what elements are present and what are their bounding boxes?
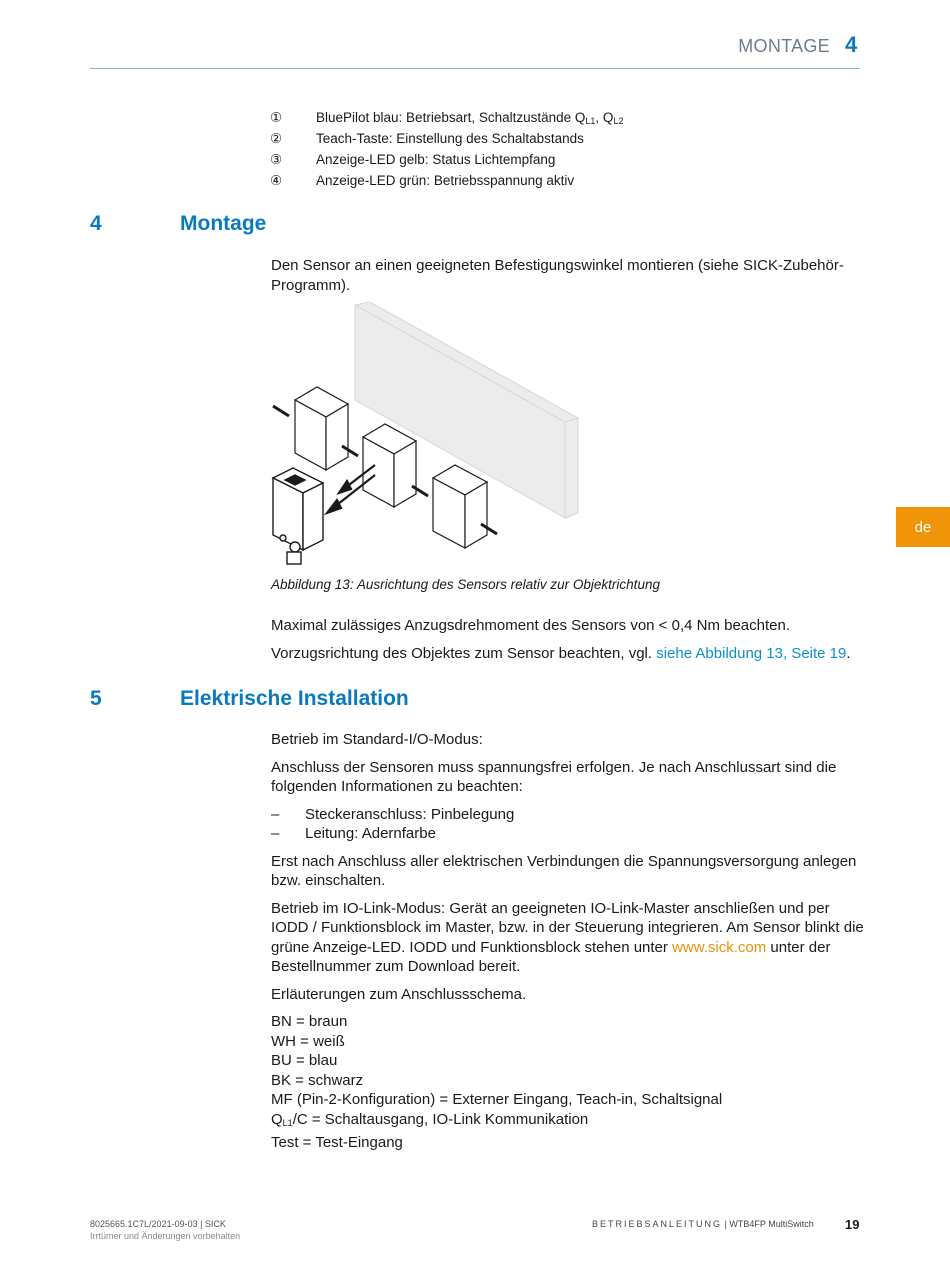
legend-text: Anzeige-LED grün: Betriebsspannung aktiv bbox=[316, 173, 575, 188]
object-position-box bbox=[295, 387, 348, 470]
legend-item bbox=[270, 128, 623, 149]
figure-caption: Abbildung 13: Ausrichtung des Sensors relativ zur Objektrichtung bbox=[271, 577, 660, 592]
section-4-intro: Den Sensor an einen geeigneten Befestigungswinkel montieren (siehe SICK-Zubehör-Programm). bbox=[271, 257, 844, 294]
header-divider bbox=[90, 68, 860, 69]
object-position-box bbox=[433, 465, 487, 548]
section-4-body bbox=[271, 616, 866, 671]
list-item: BK = schwarz bbox=[271, 1071, 364, 1089]
legend-item bbox=[270, 149, 623, 170]
section-4-number: 4 bbox=[90, 212, 102, 235]
document-number: 8025665.1C7L/2021-09-03 | SICK bbox=[90, 1219, 226, 1229]
connection-note: Anschluss der Sensoren muss spannungsfrei erfolgen. Je nach Anschlussart sind die folgenden Informationen zu beachten: bbox=[271, 758, 837, 795]
list-item: – Steckeranschluss: Pinbelegung bbox=[271, 805, 515, 823]
connection-list bbox=[271, 805, 866, 844]
legend-number: ② bbox=[270, 130, 283, 146]
legend-text: Teach-Taste: Einstellung des Schaltabstands bbox=[316, 131, 584, 146]
list-item: WH = weiß bbox=[271, 1032, 345, 1050]
legend-text: Anzeige-LED gelb: Status Lichtempfang bbox=[316, 152, 556, 167]
running-header-chapter: 4 bbox=[845, 32, 858, 57]
wiring-heading: Erläuterungen zum Anschlussschema. bbox=[271, 985, 527, 1003]
component-legend bbox=[270, 107, 623, 191]
disclaimer: Irrtümer und Änderungen vorbehalten bbox=[90, 1231, 241, 1241]
section-5-title: Elektrische Installation bbox=[180, 687, 409, 710]
wire-code-list bbox=[271, 1012, 866, 1153]
list-item: Test = Test-Eingang bbox=[271, 1134, 403, 1151]
footer-document-info bbox=[90, 1218, 240, 1242]
list-item: – Leitung: Adernfarbe bbox=[271, 825, 436, 842]
object-position-box bbox=[363, 424, 416, 507]
section-4-title: Montage bbox=[180, 212, 267, 235]
section-5-body bbox=[271, 730, 866, 1153]
list-item: BU = blau bbox=[271, 1052, 338, 1069]
language-tab[interactable]: de bbox=[896, 507, 950, 547]
list-item: MF (Pin-2-Konfiguration) = Externer Eingang, Teach-in, Schaltsignal bbox=[271, 1091, 723, 1108]
legend-item bbox=[270, 170, 623, 191]
direction-note: Vorzugsrichtung des Objektes zum Sensor beachten, vgl. siehe Abbildung 13, Seite 19. bbox=[271, 644, 851, 662]
standard-io-heading: Betrieb im Standard-I/O-Modus: bbox=[271, 731, 483, 748]
running-header-title: MONTAGE bbox=[738, 36, 830, 56]
list-item: BN = braun bbox=[271, 1013, 348, 1030]
iolink-note: Betrieb im IO-Link-Modus: Gerät an geeigneten IO-Link-Master anschließen und per IODD / Funktionsblock im Master, bzw. in der Steuerung integrieren. Am Sensor blinkt die grüne Anzeige-LED. IODD und Funktionsblock stehen unter www.sick.com unter der Bestellnummer zum Download bereit. bbox=[271, 899, 864, 975]
list-item: $Q_{L1}/C$ = Schaltausgang, IO-Link Kommunikation bbox=[271, 1110, 589, 1128]
torque-note: Maximal zulässiges Anzugsdrehmoment des Sensors von < 0,4 Nm beachten. bbox=[271, 617, 791, 634]
legend-number: ④ bbox=[270, 172, 283, 188]
section-5-number: 5 bbox=[90, 687, 102, 710]
sensor-alignment-figure bbox=[265, 300, 595, 575]
sensor-device bbox=[273, 468, 323, 564]
legend-text: BluePilot blau: Betriebsart, Schaltzustände $Q_{L1}$, $Q_{L2}$ bbox=[316, 109, 624, 126]
footer-manual-title: BETRIEBSANLEITUNG | WTB4FP MultiSwitch bbox=[592, 1219, 814, 1229]
legend-number: ③ bbox=[270, 151, 283, 167]
power-note: Erst nach Anschluss aller elektrischen Verbindungen die Spannungsversorgung anlegen bzw. einschalten. bbox=[271, 852, 857, 889]
legend-item bbox=[270, 107, 623, 128]
legend-number: ① bbox=[270, 109, 283, 125]
sick-website-link[interactable]: www.sick.com bbox=[672, 938, 767, 956]
figure-reference-link[interactable]: siehe Abbildung 13, Seite 19 bbox=[656, 644, 847, 662]
page-number: 19 bbox=[845, 1217, 860, 1232]
